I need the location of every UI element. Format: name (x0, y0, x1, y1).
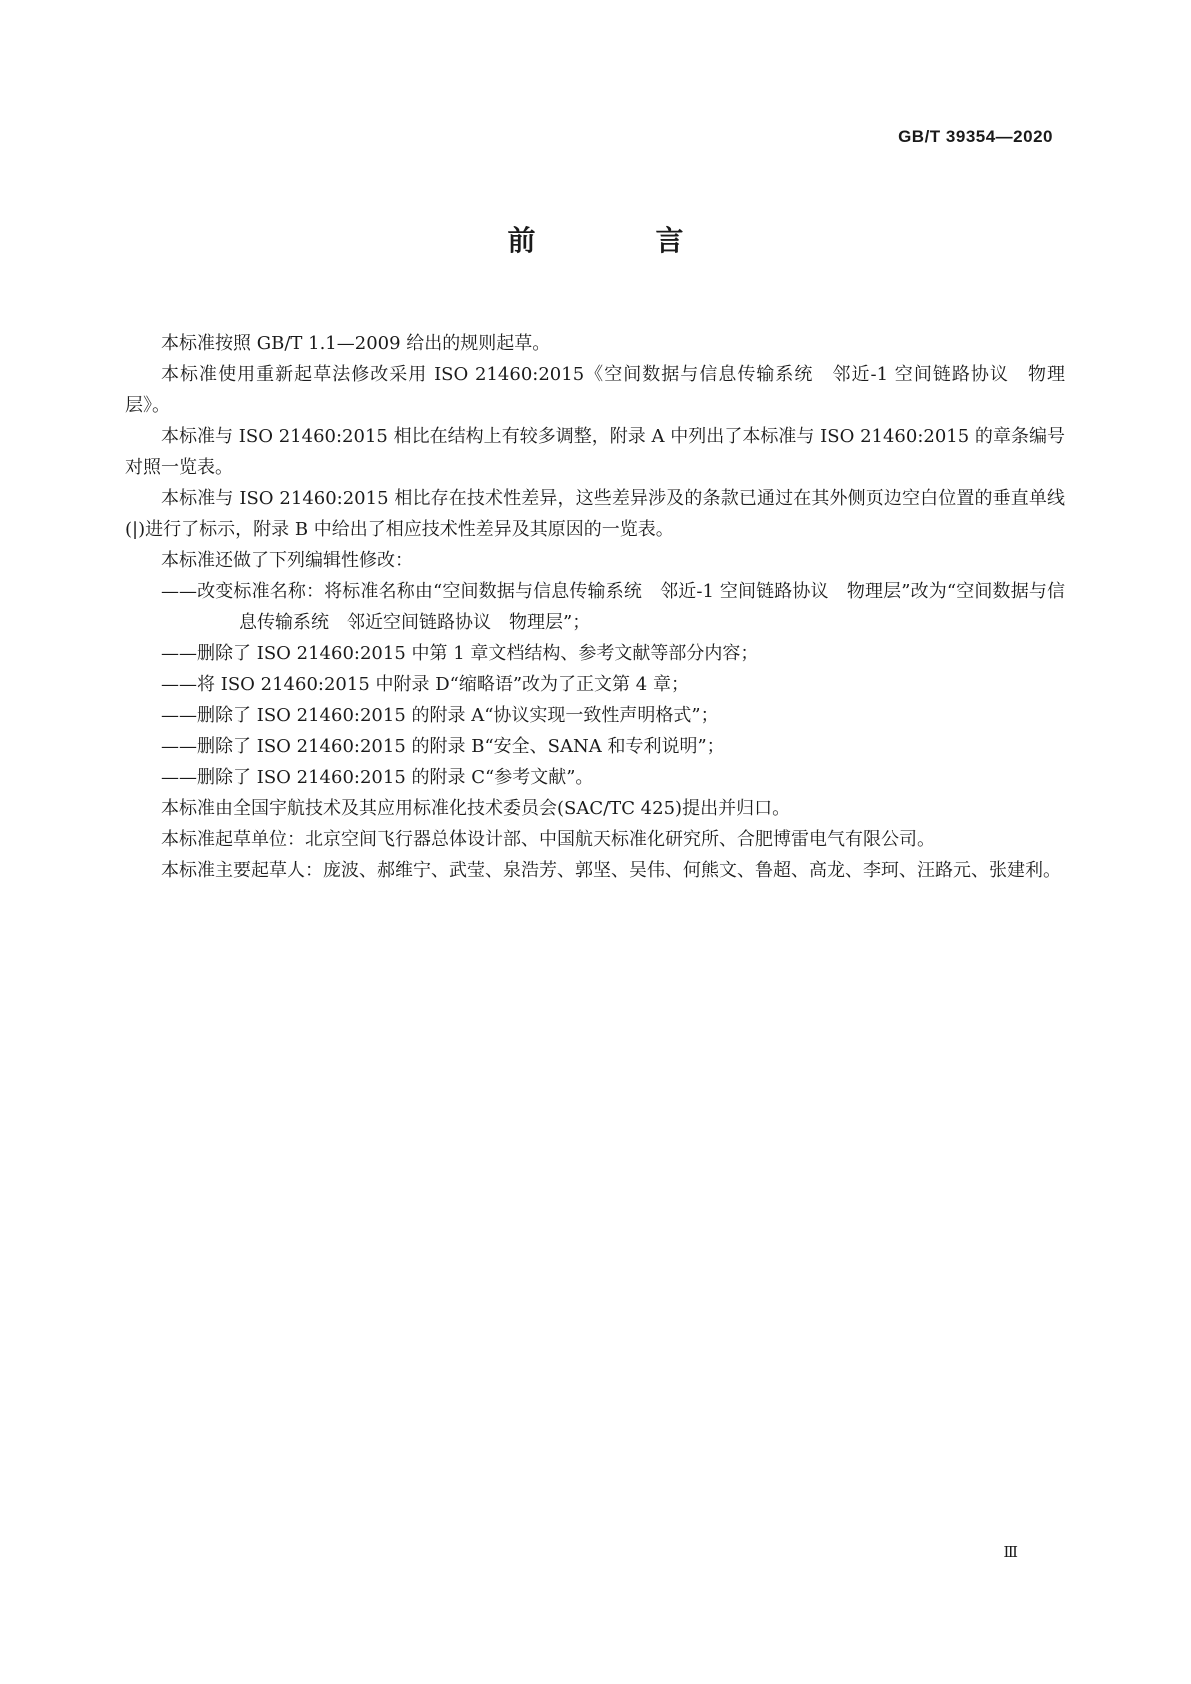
paragraph-drafters: 本标准主要起草人：庞波、郝维宁、武莹、泉浩芳、郭坚、吴伟、何熊文、鲁超、高龙、李珂、汪路元、张建利。 (161, 860, 1061, 881)
list-item-edit: ——删除了 ISO 21460:2015 的附录 C“参考文献”。 (161, 767, 594, 788)
list-item-edit: ——将 ISO 21460:2015 中附录 D“缩略语”改为了正文第 4 章； (161, 674, 689, 695)
page-number: Ⅲ (1003, 1543, 1018, 1561)
paragraph-adoption: 本标准使用重新起草法修改采用 ISO 21460:2015《空间数据与信息传输系统 邻近-1 空间链路协议 物理层》。 (125, 364, 1065, 416)
list-item-edit: ——改变标准名称：将标准名称由“空间数据与信息传输系统 邻近-1 空间链路协议 物理层”改为“空间数据与信息传输系统 邻近空间链路协议 物理层”； (161, 581, 1065, 633)
list-item-edit: ——删除了 ISO 21460:2015 的附录 A“协议实现一致性声明格式”； (161, 705, 719, 726)
paragraph-proposer: 本标准由全国宇航技术及其应用标准化技术委员会(SAC/TC 425)提出并归口。 (161, 798, 791, 819)
list-item-edit: ——删除了 ISO 21460:2015 中第 1 章文档结构、参考文献等部分内容； (161, 643, 759, 664)
foreword-body (125, 328, 1065, 886)
paragraph-structure: 本标准与 ISO 21460:2015 相比在结构上有较多调整，附录 A 中列出了本标准与 ISO 21460:2015 的章条编号对照一览表。 (125, 426, 1065, 478)
paragraph-technical-differences: 本标准与 ISO 21460:2015 相比存在技术性差异，这些差异涉及的条款已通过在其外侧页边空白位置的垂直单线(|)进行了标示，附录 B 中给出了相应技术性差异及其原因的一览表。 (125, 488, 1065, 540)
list-item-edit: ——删除了 ISO 21460:2015 的附录 B“安全、SANA 和专利说明”； (161, 736, 725, 757)
standard-number: GB/T 39354—2020 (898, 127, 1053, 146)
paragraph-drafting-units: 本标准起草单位：北京空间飞行器总体设计部、中国航天标准化研究所、合肥博雷电气有限公司。 (161, 829, 935, 850)
paragraph-editorial-intro: 本标准还做了下列编辑性修改： (161, 550, 413, 571)
page-title: 前 言 (507, 224, 730, 257)
paragraph-drafting-rules: 本标准按照 GB/T 1.1—2009 给出的规则起草。 (161, 333, 551, 354)
